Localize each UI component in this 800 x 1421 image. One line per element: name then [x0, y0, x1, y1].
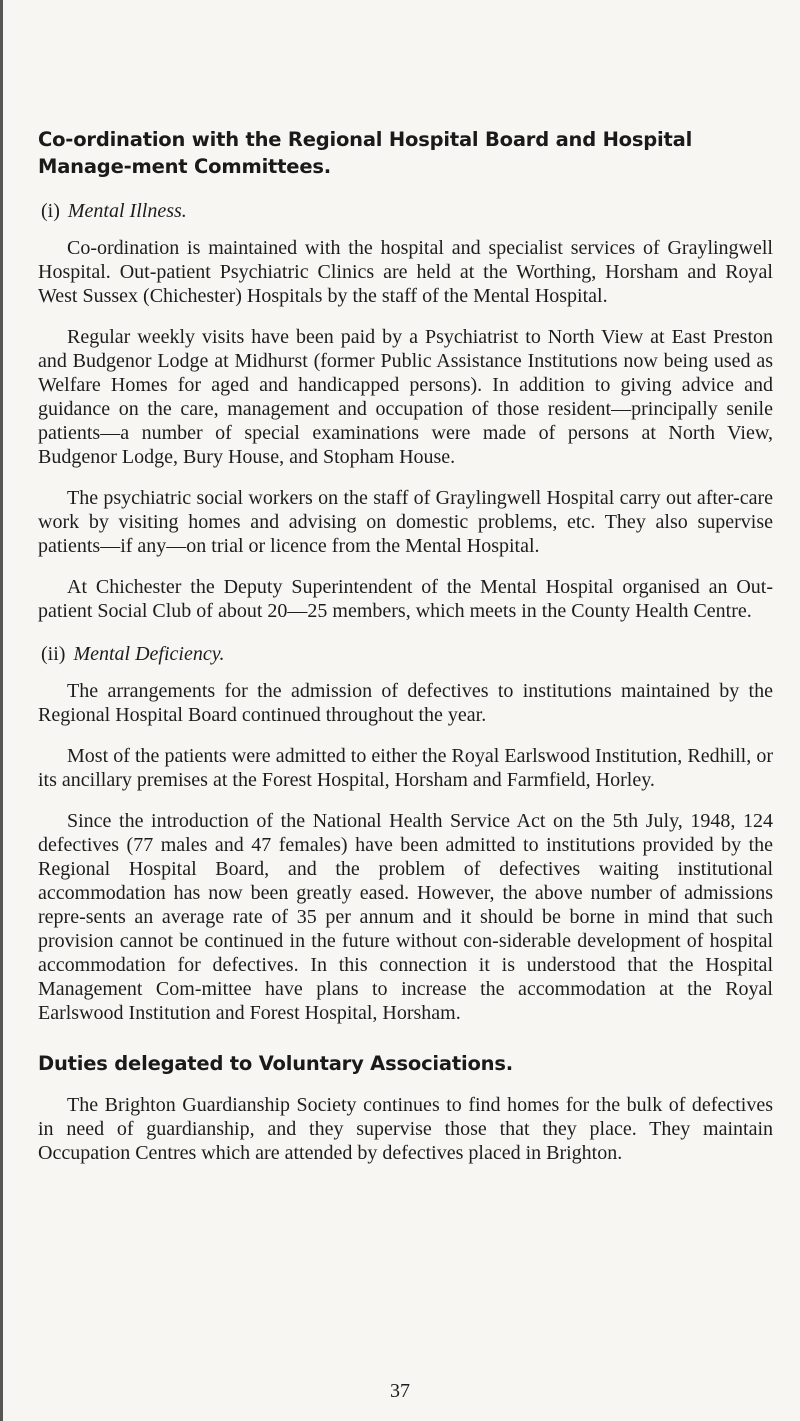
- section-heading-coordination: Co-ordination with the Regional Hospital Board and Hospital Manage-ment Committees.: [38, 128, 693, 178]
- section-heading-voluntary-associations: Duties delegated to Voluntary Associations.: [38, 1052, 513, 1075]
- subheading-number: (ii): [41, 643, 66, 665]
- page-edge-shadow: [0, 0, 3, 1421]
- subheading-number: (i): [41, 200, 60, 222]
- page-content: [38, 126, 773, 1182]
- subheading-mental-illness: [38, 197, 773, 225]
- subheading-title: Mental Deficiency.: [73, 643, 225, 665]
- paragraph-patients-admitted: Most of the patients were admitted to either the Royal Earlswood Institution, Redhill, or its ancillary premises at the Forest Hospital, Horsham and Farmfield, Horley.: [38, 745, 773, 791]
- paragraph-admission-arrangements: The arrangements for the admission of defectives to institutions maintained by the Regional Hospital Board continued throughout the year.: [38, 680, 773, 726]
- paragraph-social-workers: The psychiatric social workers on the staff of Graylingwell Hospital carry out after-care work by visiting homes and advising on domestic problems, etc. They also supervise patients—if any—on trial or licence from the Mental Hospital.: [38, 487, 773, 557]
- paragraph-coordination-services: Co-ordination is maintained with the hospital and specialist services of Graylingwell Hospital. Out-patient Psychiatric Clinics are held at the Worthing, Horsham and Royal West Sussex (Chichester) Hospitals by the staff of the Mental Hospital.: [38, 237, 773, 307]
- paragraph-guardianship-society: The Brighton Guardianship Society continues to find homes for the bulk of defectives in need of guardianship, and they supervise those that they place. They maintain Occupation Centres which are attended by defectives placed in Brighton.: [38, 1094, 773, 1164]
- subheading-title: Mental Illness.: [67, 200, 187, 222]
- subheading-mental-deficiency: [38, 640, 773, 668]
- paragraph-social-club: At Chichester the Deputy Superintendent of the Mental Hospital organised an Out-patient Social Club of about 20—25 members, which meets in the County Health Centre.: [38, 576, 773, 622]
- paragraph-weekly-visits: Regular weekly visits have been paid by a Psychiatrist to North View at East Preston and Budgenor Lodge at Midhurst (former Public Assistance Institutions now being used as Welfare Homes for aged and handicapped persons). In addition to giving advice and guidance on the care, management and occupation of those resident—principally senile patients—a number of special examinations were made of persons at North View, Budgenor Lodge, Bury House, and Stopham House.: [38, 326, 773, 468]
- page-number: 37: [390, 1380, 410, 1402]
- paragraph-health-service-act: Since the introduction of the National Health Service Act on the 5th July, 1948, 124 defectives (77 males and 47 females) have been admitted to institutions provided by the Regional Hospital Board, and the problem of defectives waiting institutional accommodation has now been greatly eased. However, the above number of admissions repre-sents an average rate of 35 per annum and it should be borne in mind that such provision cannot be continued in the future without con-siderable development of hospital accommodation for defectives. In this connection it is understood that the Hospital Management Com-mittee have plans to increase the accommodation at the Royal Earlswood Institution and Forest Hospital, Horsham.: [38, 810, 773, 1024]
